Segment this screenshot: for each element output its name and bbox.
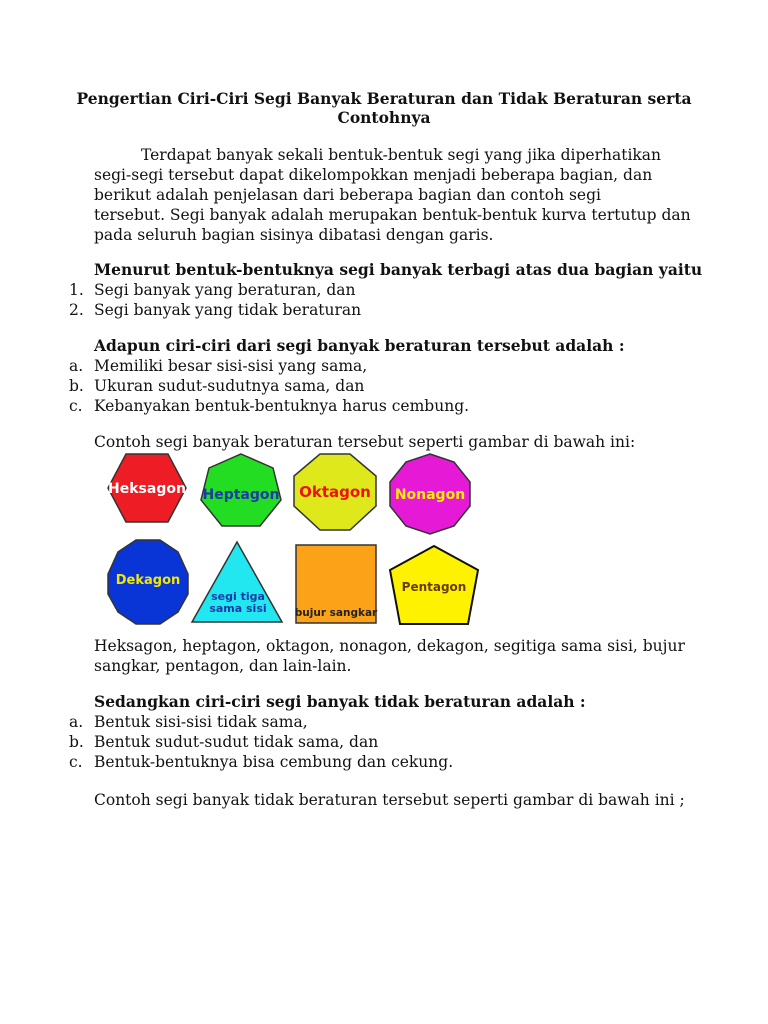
list-marker: c. (69, 397, 83, 415)
intro-line: berikut adalah penjelasan dari beberapa bagian dan contoh segi (94, 186, 601, 204)
square-shape (295, 545, 378, 623)
hexagon-shape (108, 454, 186, 522)
equilateral-triangle-shape (192, 542, 282, 622)
decagon-shape (108, 540, 188, 624)
list-marker: b. (69, 733, 84, 751)
shapes-caption-line: Heksagon, heptagon, oktagon, nonagon, dekagon, segitiga sama sisi, bujur (94, 637, 685, 655)
shape-label: bujur sangkar (294, 607, 378, 619)
list-marker: a. (69, 713, 84, 731)
shape-label: segi tiga (211, 590, 265, 603)
pentagon-shape (390, 546, 478, 624)
nonagon-shape (390, 454, 470, 534)
shape-label: Heptagon (202, 487, 280, 503)
shape-label: sama sisi (209, 602, 267, 615)
list-item: Bentuk sisi-sisi tidak sama, (94, 713, 308, 731)
list-item: Bentuk-bentuknya bisa cembung dan cekung. (94, 753, 454, 771)
list-item: Bentuk sudut-sudut tidak sama, dan (94, 733, 379, 751)
regular-example-intro: Contoh segi banyak beraturan tersebut seperti gambar di bawah ini: (94, 433, 636, 451)
list-marker: b. (69, 377, 84, 395)
shape-label: Nonagon (394, 487, 466, 503)
list-marker: a. (69, 357, 84, 375)
regular-heading: Adapun ciri-ciri dari segi banyak beraturan tersebut adalah : (94, 336, 625, 355)
list-marker: 2. (69, 301, 84, 319)
intro-line: Terdapat banyak sekali bentuk-bentuk segi yang jika diperhatikan (141, 146, 662, 164)
shape-label: Heksagon (108, 481, 186, 497)
irregular-example-intro: Contoh segi banyak tidak beraturan tersebut seperti gambar di bawah ini ; (94, 791, 685, 809)
shape-label: Pentagon (401, 580, 467, 594)
page-title-line-2: Contohnya (337, 108, 431, 127)
list-item: Memiliki besar sisi-sisi yang sama, (94, 357, 368, 375)
heptagon-shape (201, 454, 281, 526)
list-item: Segi banyak yang tidak beraturan (94, 301, 362, 319)
intro-line: tersebut. Segi banyak adalah merupakan bentuk-bentuk kurva tertutup dan (94, 206, 691, 224)
list-item: Ukuran sudut-sudutnya sama, dan (94, 377, 365, 395)
irregular-heading: Sedangkan ciri-ciri segi banyak tidak beraturan adalah : (94, 692, 586, 711)
division-heading: Menurut bentuk-bentuknya segi banyak terbagi atas dua bagian yaitu (94, 260, 703, 279)
page-title-line-1: Pengertian Ciri-Ciri Segi Banyak Beraturan dan Tidak Beraturan serta (76, 89, 692, 108)
list-marker: c. (69, 753, 83, 771)
shape-label: Oktagon (299, 483, 371, 501)
list-item: Segi banyak yang beraturan, dan (94, 281, 356, 299)
intro-line: pada seluruh bagian sisinya dibatasi dengan garis. (94, 226, 494, 244)
octagon-shape (294, 454, 376, 530)
list-marker: 1. (69, 281, 84, 299)
list-item: Kebanyakan bentuk-bentuknya harus cembung. (94, 397, 470, 415)
shapes-caption-line: sangkar, pentagon, dan lain-lain. (94, 657, 352, 675)
shape-label: Dekagon (115, 573, 181, 588)
regular-polygons-illustration (98, 448, 488, 628)
intro-line: segi-segi tersebut dapat dikelompokkan menjadi beberapa bagian, dan (94, 166, 653, 184)
